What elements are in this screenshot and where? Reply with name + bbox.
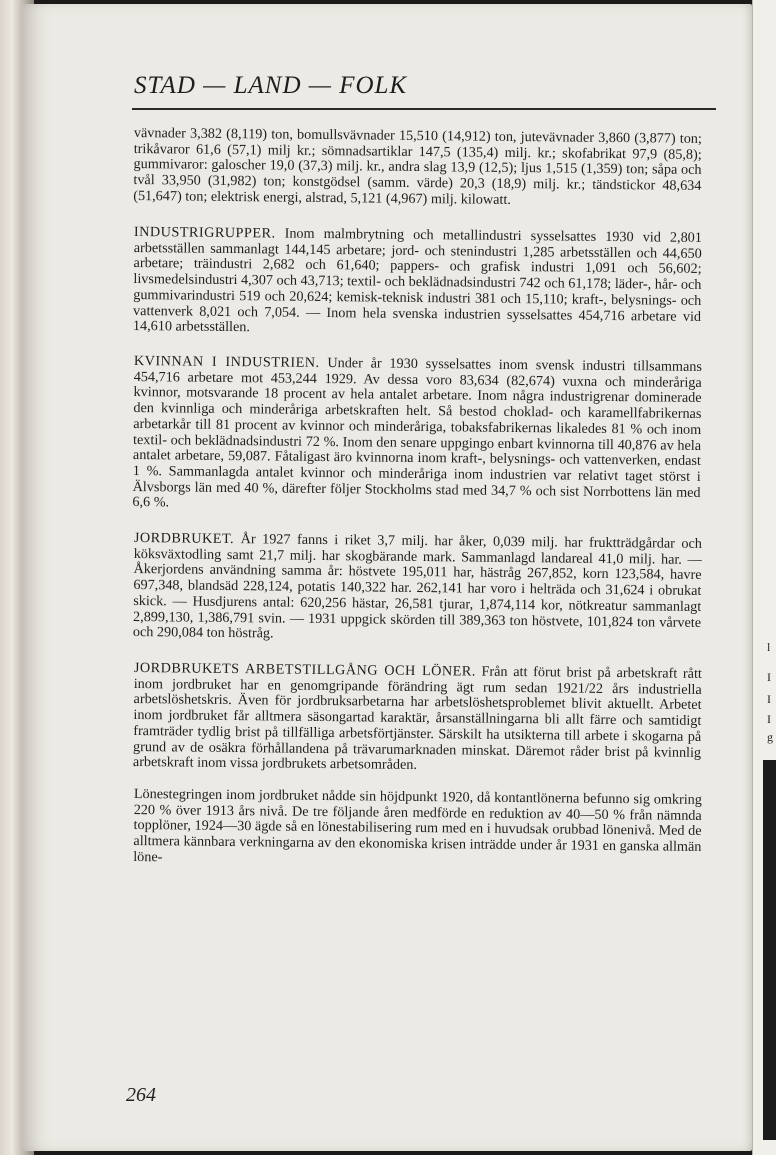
paragraph-jordbruket	[133, 531, 702, 647]
paragraph-arbetstillgang	[133, 661, 702, 777]
section-heading-arbetstillgang: JORDBRUKETS ARBETSTILLGÅNG OCH LÖNER.	[133, 660, 476, 680]
section-heading-industrigrupper: INDUSTRIGRUPPER.	[133, 223, 276, 241]
facing-page-fragment: I	[767, 670, 771, 684]
paragraph-text: Från att förut brist på arbetskraft rått inom jordbruket har en genomgripande förändring ägt rum sedan 1921/22 års industriella arbetslöshetskris. Även för jordbruksarbetarna har arbetslöshetsproblemet blivit aktuellt. Arbetet inom jordbruket får alltmera säsongartad karaktär, årsanställningarna bli allt färre och samtidigt framträder tydlig brist på tillfälliga arbetsförtjänster. Särskilt ha utsikterna till arbete i skogarna på grund av de osäkra förhållandena på trävarumarknaden minskat. Däremot råder brist på kvinnlig arbetskraft inom vissa jordbrukets arbetsområden.	[132, 663, 702, 774]
facing-page-fragment: l	[767, 640, 771, 654]
facing-page-edge	[752, 0, 776, 1155]
page-body	[134, 126, 702, 866]
paragraph-production	[133, 126, 702, 210]
paragraph-text: Lönestegringen inom jordbruket nådde sin höjdpunkt 1920, då kontantlönerna befunno sig omkring 220 % över 1913 års nivå. De tre följande åren medförde en reduktion av 40—50 % från nämnda topplöner, 1924—30 ägde så en lönestabilisering rum med en i huvudsak orubbad lönenivå. Med de alltmera kännbara verkningarna av den ekonomiska krisen inträdde under år 1931 en ganska allmän löne-	[133, 786, 702, 866]
facing-page-fragment: I	[767, 712, 771, 726]
paragraph-text: År 1927 fanns i riket 3,7 milj. har åker, 0,039 milj. har fruktträdgårdar och köksväxtodling samt 21,7 milj. har skogbärande mark. Sammanlagd landareal 41,0 milj. har. — Åkerjordens användning samma år: höstvete 195,011 har, hästråg 267,852, korn 123,584, havre 697,348, blandsäd 228,124, potatis 140,322 har. 262,141 har voro i helträda och 31,624 i obrukat skick. — Husdjurens antal: 620,256 hästar, 26,581 tjurar, 1,874,114 kor, nötkreatur sammanlagt 2,899,130, 1,386,791 svin. — 1931 uppgick skörden till 389,363 ton höstvete, 101,824 ton vårvete och 290,084 ton höstråg.	[132, 531, 702, 643]
section-heading-kvinnan: KVINNAN I INDUSTRIEN.	[133, 353, 320, 372]
paragraph-text: Inom malmbrytning och metallindustri sysselsattes 1930 vid 2,801 arbetsställen sammanlagt 144,145 arbetare; jord- och stenindustri 1,285 arbetsställen och 44,650 arbetare; träindustri 2,682 och 61,640; pappers- och grafisk industri 1,091 och 56,602; livsmedelsindustri 4,307 och 43,713; textil- och beklädnadsindustri 742 och 61,178; läder-, hår- och gummivarindustri 519 och 20,624; kemisk-teknisk industri 381 och 15,110; kraft-, belysnings- och vattenverk 8,021 och 7,054. — Inom hela svenska industrien sysselsattes 454,716 arbetare vid 14,610 arbetsställen.	[132, 224, 702, 335]
paragraph-text: vävnader 3,382 (8,119) ton, bomullsvävnader 15,510 (14,912) ton, jutevävnader 3,860 (3,877) ton; trikåvaror 61,6 (57,1) milj kr.; sömnadsartiklar 147,5 (135,4) milj. kr.; skofabrikat 97,9 (85,8); gummivaror: galoscher 19,0 (37,3) milj. kr., andra slag 13,9 (12,5); ljus 1,515 (1,359) ton; såpa och tvål 33,950 (31,982) ton; konstgödsel (samm. värde) 20,3 (18,9) milj. kr.; tändstickor 48,634 (51,647) ton; elektrisk energi, alstrad, 5,121 (4,967) milj. kilowatt.	[133, 125, 702, 208]
facing-page-photo	[763, 760, 776, 1140]
header-rule	[132, 108, 716, 110]
section-heading-jordbruket: JORDBRUKET.	[133, 530, 235, 548]
paragraph-lonestegringen	[133, 787, 702, 871]
running-header: STAD — LAND — FOLK	[134, 72, 408, 99]
paragraph-text: Under år 1930 sysselsattes inom svensk industri tillsammans 454,716 arbetare mot 453,244 1929. Av dessa voro 83,634 (82,674) vuxna och minderåriga kvinnor, motsvarande 18 procent av hela antalet arbetare. Inom några industrigrenar dominerade den kvinnliga och minderåriga arbetskraften helt. Så bestod choklad- och karamellfabrikernas arbetarkår till 81 procent av kvinnor och minderåriga, tobaksfabrikernas likaledes 81 % och inom textil- och beklädnadsindustri 72 %. Inom den senare uppgingo enbart kvinnorna till 40,876 av hela antalet arbetare, 59,087. Fåtaligast äro kvinnorna inom kraft-, belysnings- och vattenverken, endast 1 %. Sammanlagda antalet kvinnor och minderåriga inom industrien var relativt taget störst i Älvsborgs län med 40 %, därefter följer Stockholms stad med 34,7 % och sist Norrbottens län med 6,6 %.	[132, 355, 702, 512]
facing-page-fragment: g	[767, 730, 773, 744]
paragraph-industrigrupper	[133, 225, 702, 341]
paragraph-kvinnan	[132, 354, 702, 517]
page-number: 264	[126, 1084, 156, 1106]
facing-page-fragment: I	[767, 692, 771, 706]
